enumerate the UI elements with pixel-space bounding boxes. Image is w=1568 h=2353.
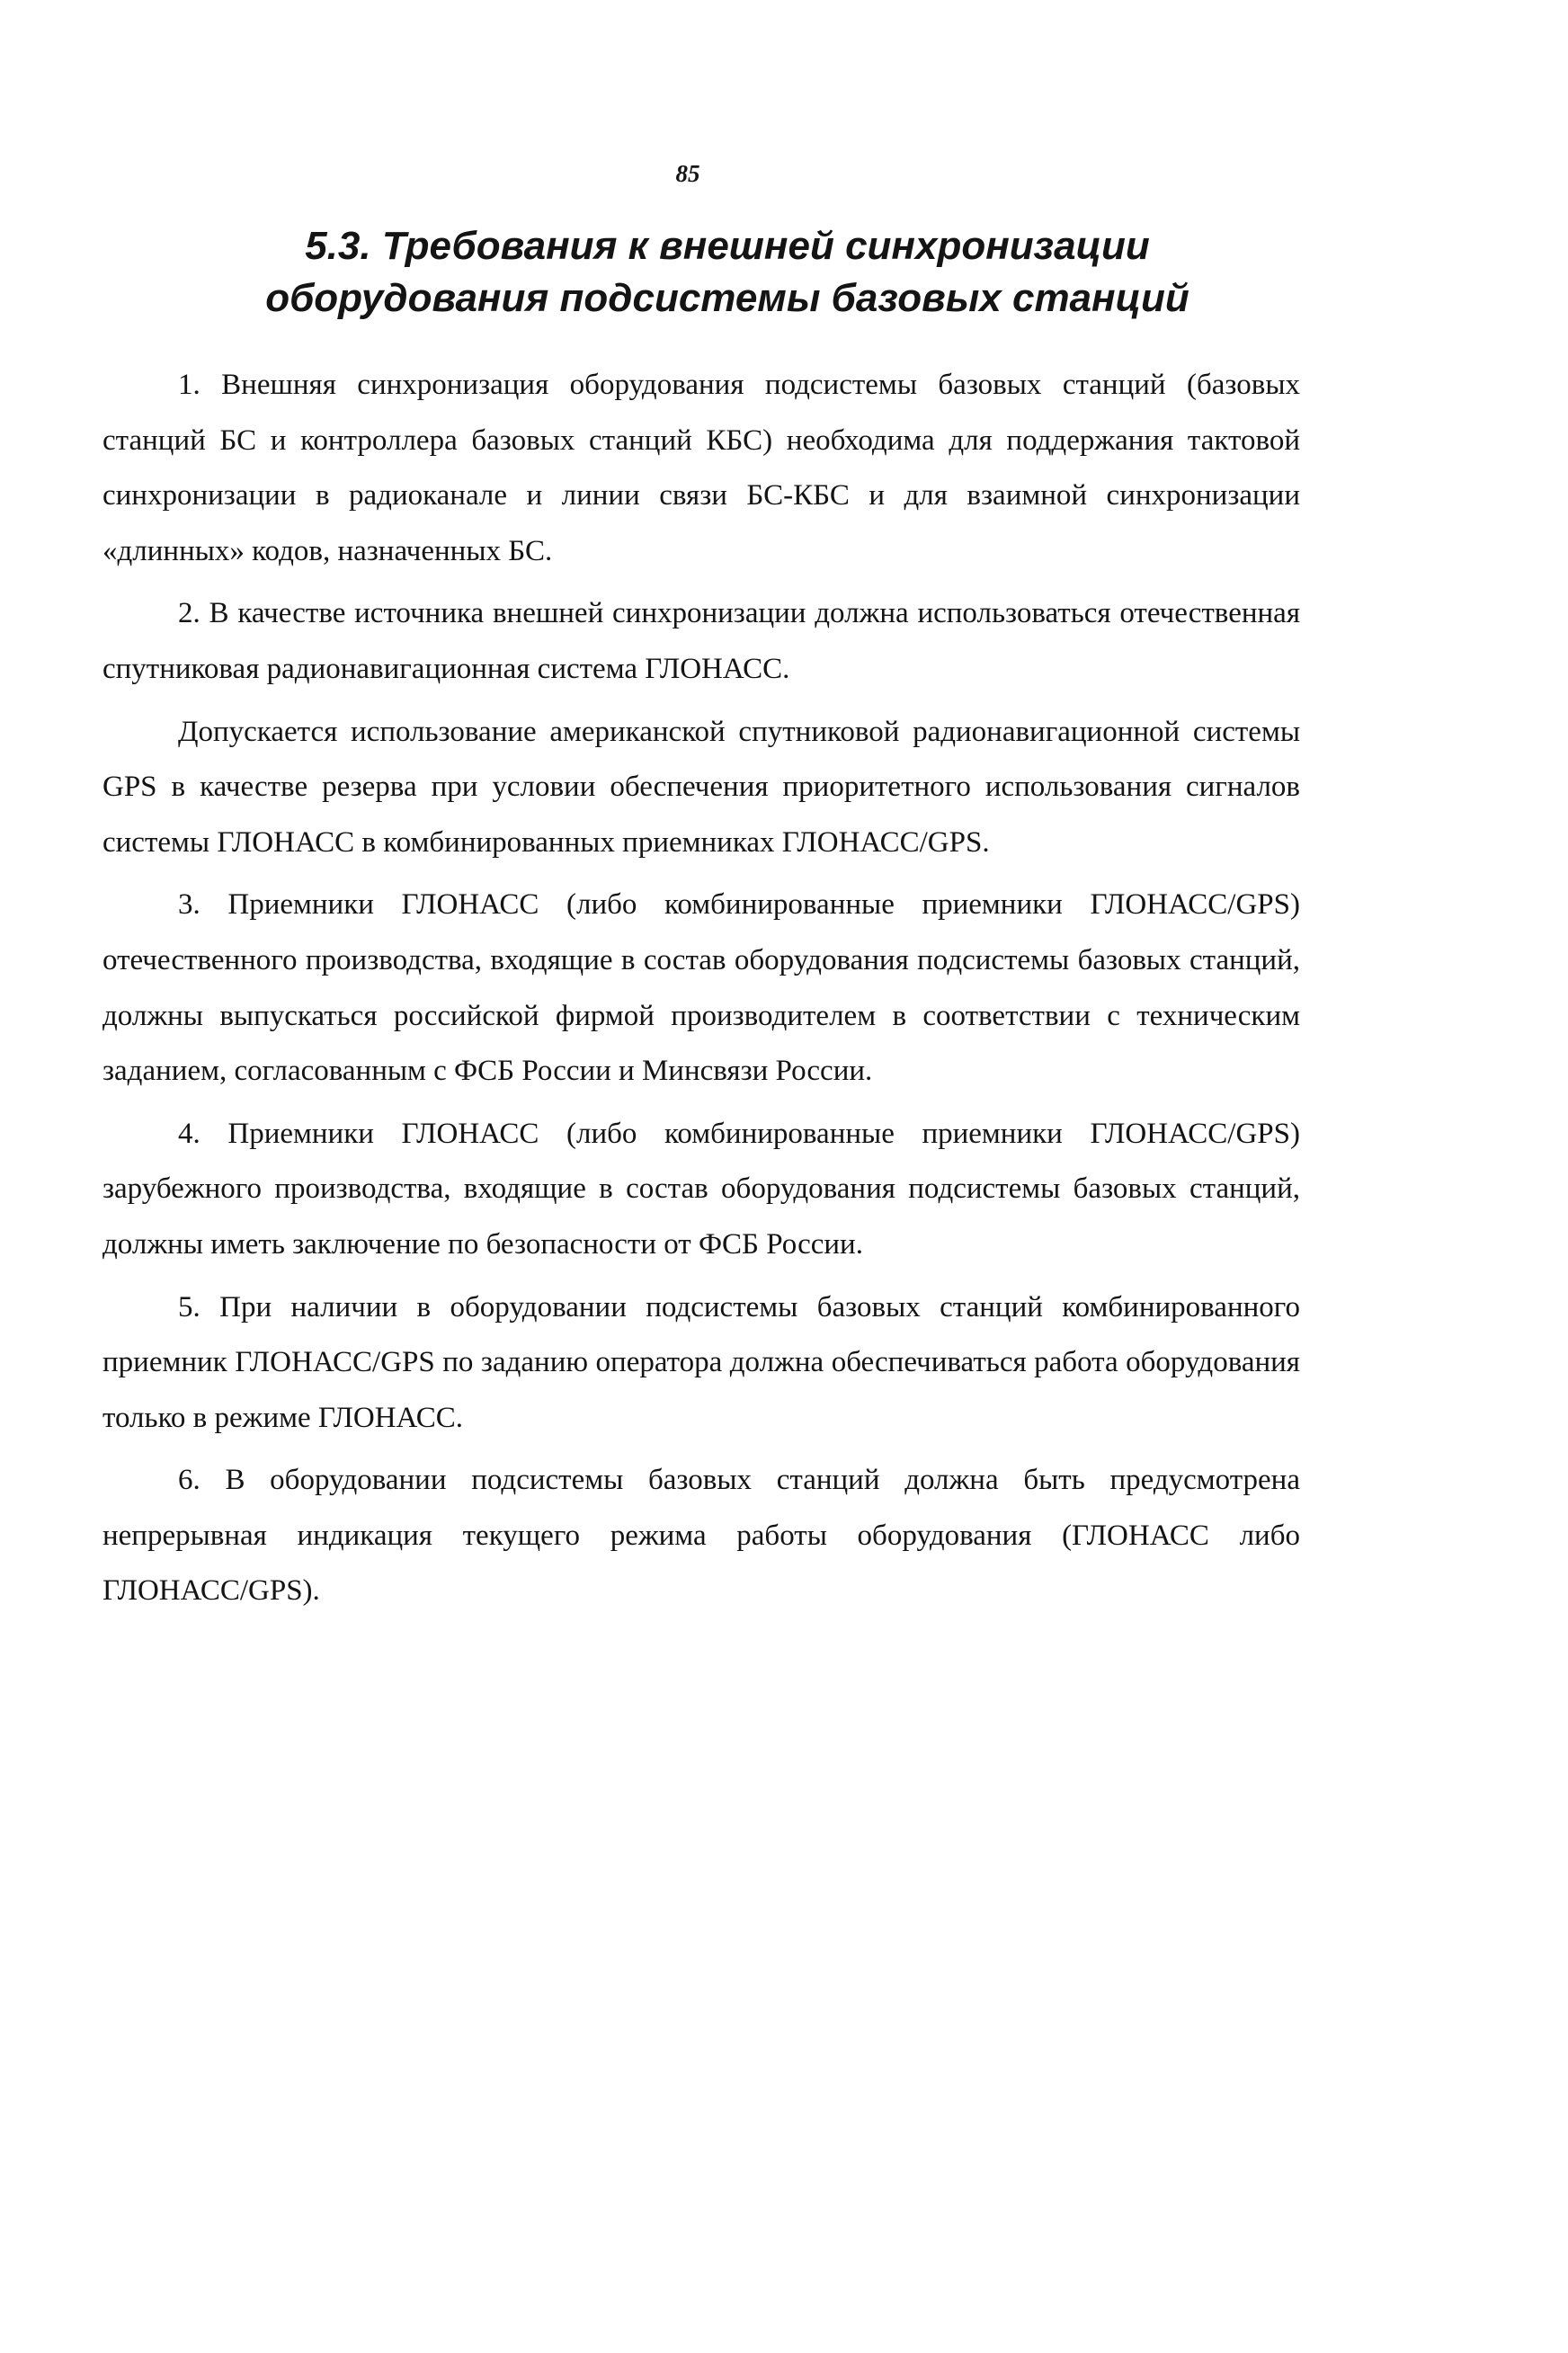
paragraph-2-continuation: Допускается использование американской спутниковой радионавигационной системы GPS в качестве резерва при условии обеспечения приоритетного использования сигналов системы ГЛОНАСС в комбинированных приемниках ГЛОНАСС/GPS. xyxy=(102,715,1300,859)
document-body xyxy=(102,358,1300,1627)
paragraph-6: 6. В оборудовании подсистемы базовых станций должна быть предусмотрена непрерывная индикация текущего режима работы оборудования (ГЛОНАСС либо ГЛОНАСС/GPS). xyxy=(102,1464,1300,1608)
paragraph-2: 2. В качестве источника внешней синхронизации должна использоваться отечественная спутниковая радионавигационная система ГЛОНАСС. xyxy=(102,597,1300,685)
section-title: 5.3. Требования к внешней синхронизации оборудования подсистемы базовых станций xyxy=(265,224,1189,320)
paragraph-3: 3. Приемники ГЛОНАСС (либо комбинированные приемники ГЛОНАСС/GPS) отечественного производства, входящие в состав оборудования подсистемы базовых станций, должны выпускаться российской фирмой производителем в соответствии с техническим заданием, согласованным с ФСБ России и Минсвязи России. xyxy=(102,888,1300,1088)
paragraph-1: 1. Внешняя синхронизация оборудования подсистемы базовых станций (базовых станций БС и контроллера базовых станций КБС) необходима для поддержания тактовой синхронизации в радиоканале и линии связи БС-КБС и для взаимной синхронизации «длинных» кодов, назначенных БС. xyxy=(102,369,1300,567)
paragraph-5: 5. При наличии в оборудовании подсистемы базовых станций комбинированного приемник ГЛОНАСС/GPS по заданию оператора должна обеспечиваться работа оборудования только в режиме ГЛОНАСС. xyxy=(102,1290,1300,1434)
page-number: 85 xyxy=(675,160,700,187)
paragraph-4: 4. Приемники ГЛОНАСС (либо комбинированные приемники ГЛОНАСС/GPS) зарубежного производства, входящие в состав оборудования подсистемы базовых станций, должны иметь заключение по безопасности от ФСБ России. xyxy=(102,1117,1300,1261)
